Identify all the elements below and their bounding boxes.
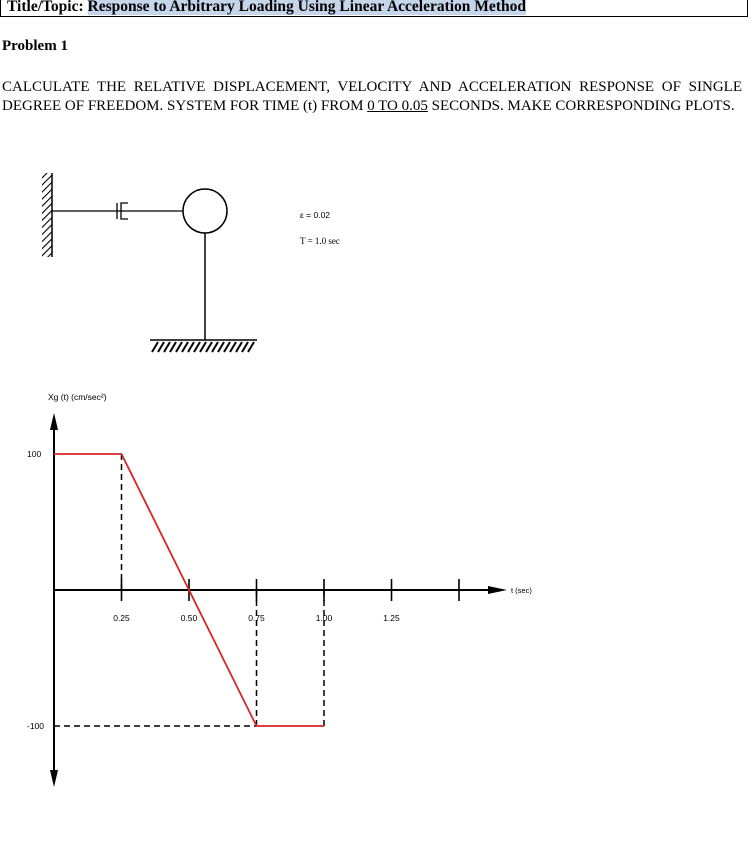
x-tick-label: 1.00 xyxy=(315,613,333,623)
damping-label: ε = 0.02 xyxy=(300,210,331,220)
problem-heading: Problem 1 xyxy=(2,38,68,54)
y-tick-label: 100 xyxy=(27,449,42,459)
x-tick-label: 0.75 xyxy=(248,613,265,623)
title-text[interactable]: Response to Arbitrary Loading Using Linear Acceleration Method xyxy=(87,0,526,15)
sdof-system xyxy=(42,173,340,352)
x-axis-label: t (sec) xyxy=(511,586,532,595)
time-range: 0 TO 0.05 xyxy=(367,98,428,114)
x-tick-label: 1.25 xyxy=(383,613,400,623)
ground-acceleration-chart xyxy=(27,392,532,787)
ground-hatch xyxy=(152,342,254,352)
x-tick-label: 0.25 xyxy=(113,613,130,623)
statement-part2: SECONDS. MAKE CORRESPONDING PLOTS. xyxy=(427,98,735,114)
x-axis-arrow xyxy=(488,586,507,594)
statement-part1: CALCULATE THE RELATIVE DISPLACEMENT, VELOCITY AND ACCELERATION RESPONSE OF SINGLE DEGREE OF FREEDOM. SYSTEM FOR TIME (t) FROM xyxy=(2,79,742,114)
y-axis-label: Xg (t) (cm/sec²) xyxy=(48,392,107,402)
y-axis-arrow-bottom xyxy=(50,770,58,787)
x-tick-label: 0.50 xyxy=(180,613,198,623)
mass-circle xyxy=(183,189,227,233)
title-label: Title/Topic: xyxy=(7,0,84,15)
y-tick-label: -100 xyxy=(27,721,45,731)
period-label: T = 1.0 sec xyxy=(300,236,340,246)
wall-support-hatch xyxy=(42,173,52,257)
y-axis-arrow-top xyxy=(50,413,58,430)
